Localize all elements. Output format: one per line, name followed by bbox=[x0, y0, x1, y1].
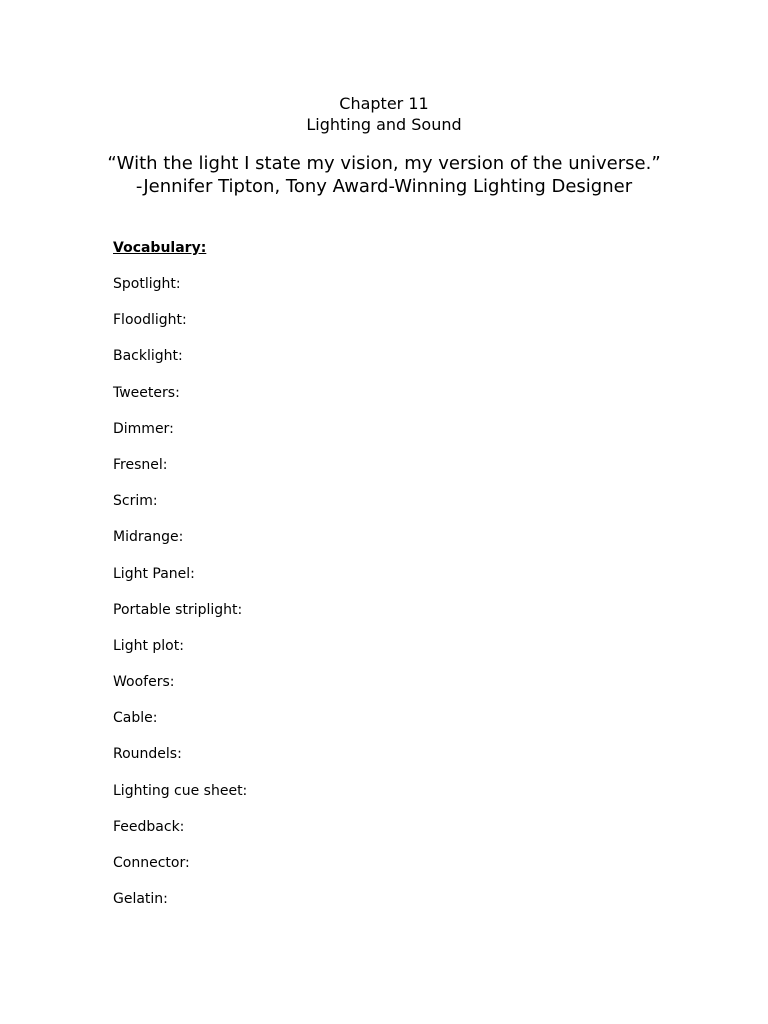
chapter-title: Lighting and Sound bbox=[306, 115, 462, 134]
vocabulary-heading: Vocabulary: bbox=[113, 240, 207, 256]
quote-attribution: -Jennifer Tipton, Tony Award-Winning Lighting Designer bbox=[135, 176, 633, 197]
vocab-term: Light plot: bbox=[113, 637, 184, 654]
vocab-term: Roundels: bbox=[113, 746, 182, 763]
vocab-term: Backlight: bbox=[113, 348, 183, 365]
vocab-term: Floodlight: bbox=[113, 312, 187, 329]
vocabulary-list bbox=[113, 275, 247, 926]
vocab-term: Dimmer: bbox=[113, 420, 174, 437]
epigraph-quote bbox=[84, 152, 684, 198]
vocab-term: Connector: bbox=[113, 855, 190, 871]
vocab-term: Portable striplight: bbox=[113, 601, 243, 618]
vocab-term: Tweeters: bbox=[113, 384, 180, 401]
vocab-term: Scrim: bbox=[113, 493, 158, 510]
vocab-term: Gelatin: bbox=[113, 891, 168, 908]
vocab-term: Woofers: bbox=[113, 674, 175, 691]
quote-text: “With the light I state my vision, my version of the universe.” bbox=[107, 153, 661, 174]
chapter-number: Chapter 11 bbox=[339, 94, 429, 113]
vocab-term: Spotlight: bbox=[113, 276, 181, 292]
vocab-term: Feedback: bbox=[113, 818, 185, 835]
vocab-term: Lighting cue sheet: bbox=[113, 782, 248, 799]
vocab-term: Cable: bbox=[113, 710, 158, 727]
chapter-header bbox=[0, 93, 768, 135]
vocab-term: Light Panel: bbox=[113, 565, 195, 582]
vocab-term: Midrange: bbox=[113, 529, 184, 546]
vocab-term: Fresnel: bbox=[113, 456, 168, 473]
